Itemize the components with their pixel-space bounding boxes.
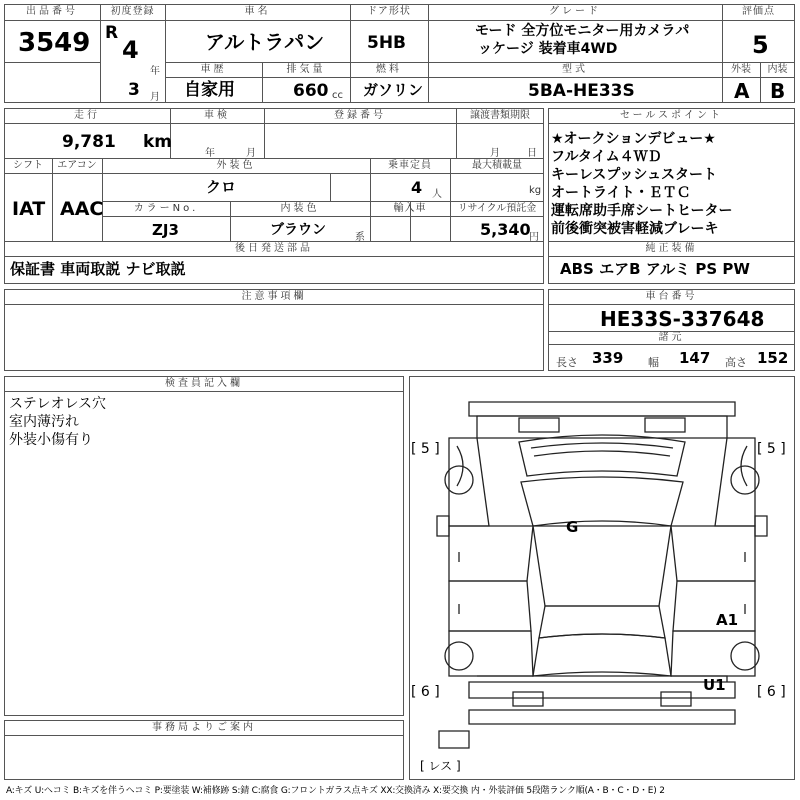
load-unit: kg <box>529 185 542 196</box>
ac-label: エアコン <box>57 160 97 171</box>
history: 自家用 <box>184 80 235 100</box>
reg-no-label: 登録番号 <box>334 110 386 121</box>
history-label: 車歴 <box>200 64 227 75</box>
sales-point-item: 前後衝突被害軽減ブレーキ <box>551 221 719 237</box>
grade-label: グレード <box>549 6 601 17</box>
inspector-label: 検査員記入欄 <box>165 378 243 389</box>
int-color-unit: 系 <box>355 232 365 243</box>
spec-label: 諸元 <box>658 332 685 343</box>
shift: IAT <box>12 198 46 220</box>
grade-line1: モード 全方位モニター用カメラパ <box>475 23 690 39</box>
tire-rear-right: [ 6 ] <box>757 684 786 700</box>
model-code: 5BA-HE33S <box>528 81 635 101</box>
transfer-day-unit: 日 <box>527 148 537 159</box>
tire-front-right: [ 5 ] <box>757 441 786 457</box>
equipment-list: ABS エアB アルミ PS PW <box>560 260 750 278</box>
capacity-label: 乗車定員 <box>388 160 432 171</box>
height-label: 高さ <box>725 356 747 369</box>
grade-line2: ッケージ 装着車4WD <box>478 41 618 57</box>
inspection-label: 車検 <box>204 110 230 121</box>
capacity: 4 <box>411 178 423 197</box>
int-label: 内装 <box>767 64 788 75</box>
later-parts-label: 後日発送部品 <box>235 243 313 254</box>
color-no: ZJ3 <box>152 221 179 239</box>
load-label: 最大積載量 <box>472 160 522 171</box>
width-label: 幅 <box>648 356 659 369</box>
chassis-number: HE33S-337648 <box>600 307 765 331</box>
transfer-label: 譲渡書類期限 <box>470 110 530 121</box>
car-name: アルトラパン <box>205 30 325 54</box>
ext-color-label: 外装色 <box>216 160 256 171</box>
length-value: 339 <box>592 349 624 367</box>
era: R <box>105 23 119 43</box>
mileage-unit: km <box>143 132 173 152</box>
height-value: 152 <box>757 349 789 367</box>
month-unit: 月 <box>150 92 160 103</box>
office-label: 事務局よりご案内 <box>152 722 256 733</box>
door-type: 5HB <box>367 33 407 53</box>
ext-grade: A <box>734 79 750 103</box>
inspector-note: 室内薄汚れ <box>9 414 79 430</box>
reg-month: 3 <box>128 80 140 100</box>
sales-point-item: オートライト・ＥＴＣ <box>551 185 691 201</box>
transfer-month-unit: 月 <box>490 148 500 159</box>
displacement-unit: cc <box>332 90 343 101</box>
width-value: 147 <box>679 349 711 367</box>
shift-label: シフト <box>13 160 43 171</box>
recycle-fee: 5,340 <box>480 220 531 239</box>
length-label: 長さ <box>556 356 578 369</box>
score-label: 評価点 <box>742 6 775 17</box>
fuel: ガソリン <box>363 81 424 99</box>
recycle-unit: 円 <box>529 232 539 243</box>
fuel-label: 燃料 <box>376 64 402 75</box>
year-unit: 年 <box>150 66 160 77</box>
lot-label: 出品番号 <box>26 6 78 17</box>
int-color: ブラウン <box>270 222 326 238</box>
caution-label: 注意事項欄 <box>241 291 307 302</box>
reg-year: 4 <box>122 36 139 64</box>
sales-points-label: セールスポイント <box>619 110 724 121</box>
tire-front-left: [ 5 ] <box>411 441 440 457</box>
sales-point-item: キーレスプッシュスタート <box>551 167 718 183</box>
overall-score: 5 <box>752 31 769 59</box>
car-name-label: 車名 <box>244 6 271 17</box>
recycle-label: リサイクル預託金 <box>457 203 537 214</box>
damage-mark-u1: U1 <box>703 676 726 694</box>
spare-tire: [ レス ] <box>420 759 461 773</box>
capacity-unit: 人 <box>432 189 442 200</box>
legend-text: A:キズ U:ヘコミ B:キズを伴うヘコミ P:要塗装 W:補修跡 S:錆 C:腐食 G:フロントガラス点キズ XX:交換済み X:要交換 内・外装評価 5段階ランク順(A・B・C・D・E) 2 <box>6 786 665 796</box>
color-no-label: カラーNo. <box>133 203 199 214</box>
mileage: 9,781 <box>62 132 116 152</box>
import-label: 輸入車 <box>393 203 427 214</box>
ac: AAC <box>60 198 104 220</box>
int-color-label: 内装色 <box>280 203 320 214</box>
inspection-month-unit: 月 <box>246 148 256 159</box>
inspection-year-unit: 年 <box>205 148 215 159</box>
lot-number: 3549 <box>18 28 91 58</box>
later-parts: 保証書 車両取説 ナビ取説 <box>10 260 186 278</box>
ext-label: 外装 <box>731 64 751 75</box>
tire-rear-left: [ 6 ] <box>411 684 440 700</box>
inspector-note: 外装小傷有り <box>9 432 93 448</box>
sales-point-item: 運転席助手席シートヒーター <box>551 203 733 219</box>
door-label: ドア形状 <box>367 6 411 17</box>
sales-point-item: フルタイム４ＷＤ <box>551 149 662 165</box>
sales-point-item: ★オークションデビュー★ <box>551 131 716 147</box>
inspector-note: ステレオレス穴 <box>9 396 107 412</box>
equipment-label: 純正装備 <box>645 243 698 254</box>
displacement: 660 <box>293 81 329 101</box>
car-diagram <box>409 376 795 780</box>
ext-color: クロ <box>206 178 237 196</box>
first-reg-label: 初度登録 <box>110 6 155 17</box>
damage-mark-g: G <box>566 518 579 536</box>
chassis-label: 車台番号 <box>645 291 698 302</box>
displacement-label: 排気量 <box>286 64 326 75</box>
mileage-label: 走行 <box>74 110 100 121</box>
damage-mark-a1: A1 <box>716 611 739 629</box>
int-grade: B <box>770 79 786 103</box>
model-label: 型式 <box>562 64 588 75</box>
